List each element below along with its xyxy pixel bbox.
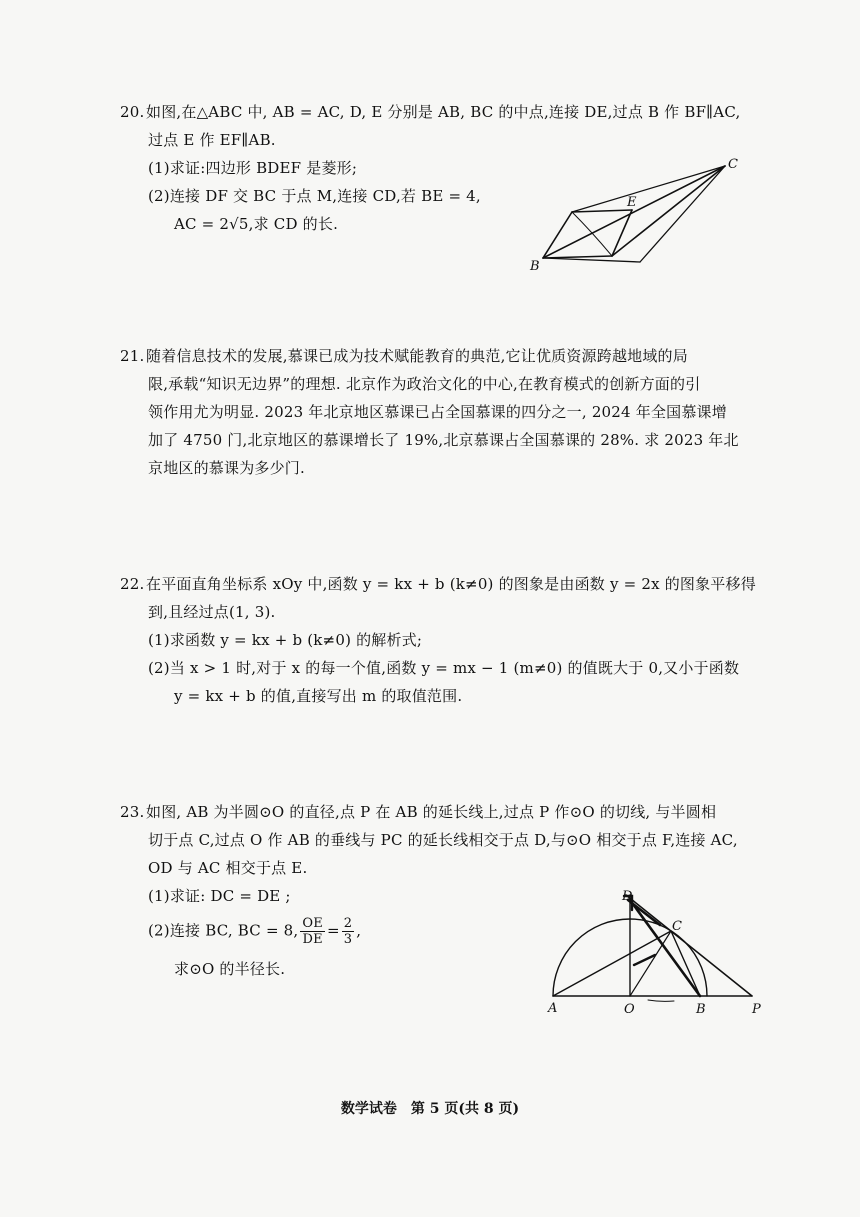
sub-question-2: (2)连接 DF 交 BC 于点 M,连接 CD,若 BE = 4, [148, 187, 481, 205]
punctuation: , [356, 921, 362, 940]
label-p: P [752, 1002, 761, 1017]
label-b: B [696, 1002, 706, 1017]
sub-question-1: (1)求证: DC = DE ; [148, 887, 291, 905]
question-text: 限,承载“知识无边界”的理想. 北京作为政治文化的中心,在教育模式的创新方面的引 [148, 375, 701, 393]
question-text: 随着信息技术的发展,慕课已成为技术赋能教育的典范,它让优质资源跨越地域的局 [146, 347, 688, 365]
equals-sign: = [326, 921, 340, 940]
label-o: O [624, 1002, 635, 1017]
question-21 [120, 342, 780, 482]
question-text: OD 与 AC 相交于点 E. [148, 859, 308, 877]
segment-ba [543, 258, 640, 262]
sub-question-1: (1)求证:四边形 BDEF 是菱形; [148, 159, 358, 177]
label-c: C [728, 157, 738, 172]
question-number: 21. [120, 347, 145, 365]
label-c: C [672, 919, 682, 934]
page-footer: 数学试卷 第 5 页(共 8 页) [340, 1101, 520, 1117]
question-text: 京地区的慕课为多少门. [148, 459, 305, 477]
question-number: 22. [120, 575, 145, 593]
question-text: 加了 4750 门,北京地区的慕课增长了 19%,北京慕课占全国慕课的 28%. 求 2023 年北 [148, 431, 739, 449]
question-20 [120, 98, 780, 238]
mark-small [648, 1000, 674, 1001]
label-e: E [627, 195, 637, 210]
question-text: 到,且经过点(1, 3). [148, 603, 276, 621]
question-text: 过点 E 作 EF∥AB. [148, 131, 276, 149]
question-text: 如图,在△ABC 中, AB = AC, D, E 分别是 AB, BC 的中点,连接 DE,过点 B 作 BF∥AC, [146, 103, 741, 121]
segment-bd [543, 256, 612, 258]
fraction-numerator: OE [302, 916, 323, 931]
question-number: 23. [120, 803, 145, 821]
sub-question-2-cont: 求⊙O 的半径长. [174, 960, 286, 978]
sub-question-2-text: (2)连接 BC, BC = 8, [148, 921, 299, 940]
question-number: 20. [120, 103, 145, 121]
fraction-denominator: DE [302, 932, 323, 947]
question-text: 如图, AB 为半圆⊙O 的直径,点 P 在 AB 的延长线上,过点 P 作⊙O 的切线, 与半圆相 [146, 803, 717, 821]
sub-question-2-cont: y = kx + b 的值,直接写出 m 的取值范围. [174, 687, 463, 705]
fraction-oe-de [300, 916, 325, 947]
question-text: 在平面直角坐标系 xOy 中,函数 y = kx + b (k≠0) 的图象是由函数 y = 2x 的图象平移得 [146, 575, 756, 593]
label-a: A [548, 1001, 558, 1016]
question-text: 领作用尤为明显. 2023 年北京地区慕课已占全国慕课的四分之一, 2024 年全国慕课增 [148, 403, 727, 421]
question-22 [120, 570, 790, 710]
sub-question-1: (1)求函数 y = kx + b (k≠0) 的解析式; [148, 631, 423, 649]
fraction-two-thirds [342, 916, 354, 947]
label-b: B [530, 259, 540, 274]
fraction-numerator: 2 [343, 916, 353, 931]
fraction-denominator: 3 [343, 932, 353, 947]
sub-question-2: (2)当 x > 1 时,对于 x 的每一个值,函数 y = mx − 1 (m≠0) 的值既大于 0,又小于函数 [148, 659, 740, 677]
sub-question-2 [120, 916, 790, 947]
question-text: 切于点 C,过点 O 作 AB 的垂线与 PC 的延长线相交于点 D,与⊙O 相交于点 F,连接 AC, [148, 831, 738, 849]
question-23 [120, 798, 790, 983]
label-d: D [622, 889, 633, 904]
sub-question-2-cont: AC = 2√5,求 CD 的长. [174, 215, 339, 233]
